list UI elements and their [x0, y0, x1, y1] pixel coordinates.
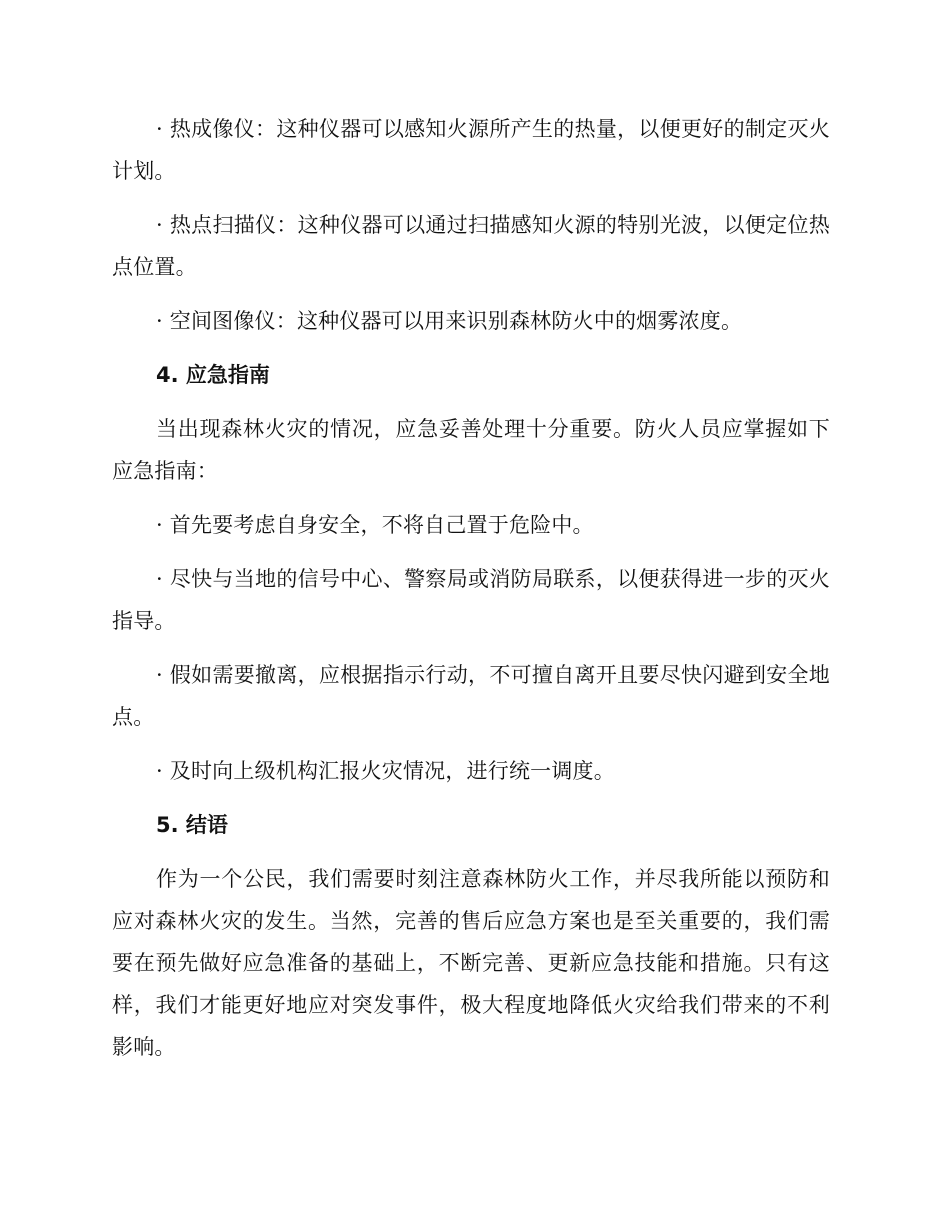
conclusion-paragraph: 作为一个公民，我们需要时刻注意森林防火工作，并尽我所能以预防和应对森林火灾的发生。当然，完善的售后应急方案也是至关重要的，我们需要在预先做好应急准备的基础上，不断完善、更新应急技能和措施。只有这样，我们才能更好地应对突发事件，极大程度地降低火灾给我们带来的不利影响。 [112, 867, 830, 1059]
emergency-intro-paragraph: 当出现森林火灾的情况，应急妥善处理十分重要。防火人员应掌握如下应急指南： [112, 417, 830, 483]
bullet-thermal-imager: · 热成像仪：这种仪器可以感知火源所产生的热量，以便更好的制定灭火计划。 [112, 117, 830, 183]
bullet-spatial-imager: · 空间图像仪：这种仪器可以用来识别森林防火中的烟雾浓度。 [156, 309, 743, 333]
section-heading-conclusion: 5. 结语 [156, 813, 228, 837]
bullet-contact-authorities: · 尽快与当地的信号中心、警察局或消防局联系，以便获得进一步的灭火指导。 [112, 567, 830, 633]
bullet-self-safety: · 首先要考虑自身安全，不将自己置于危险中。 [156, 513, 594, 537]
bullet-evacuation: · 假如需要撤离，应根据指示行动，不可擅自离开且要尽快闪避到安全地点。 [112, 663, 830, 729]
bullet-report: · 及时向上级机构汇报火灾情况，进行统一调度。 [156, 759, 615, 783]
bullet-hotspot-scanner: · 热点扫描仪：这种仪器可以通过扫描感知火源的特别光波，以便定位热点位置。 [112, 213, 830, 279]
document-body [112, 108, 830, 1068]
section-heading-emergency-guide: 4. 应急指南 [156, 363, 270, 387]
